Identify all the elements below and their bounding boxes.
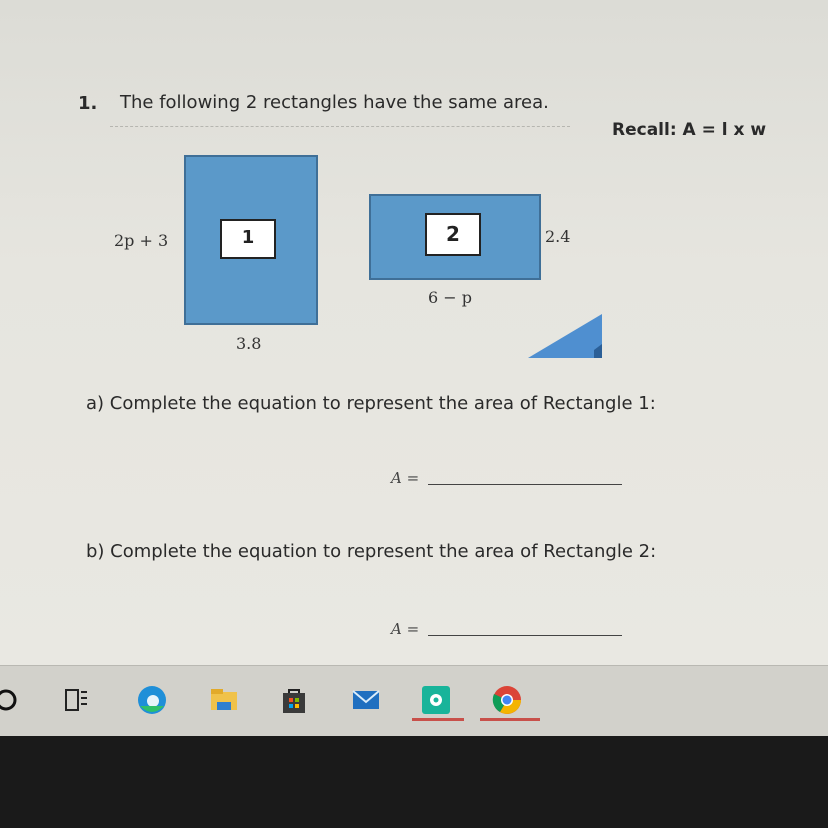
active-app-indicator	[412, 718, 464, 721]
part-b-prompt: b) Complete the equation to represent the area of Rectangle 2:	[86, 541, 657, 562]
part-a-answer-blank[interactable]	[428, 470, 622, 485]
resize-corner-icon[interactable]	[528, 314, 602, 358]
rectangle-2-side-length: 2.4	[545, 227, 571, 246]
task-view-icon[interactable]	[60, 684, 92, 716]
recall-formula: Recall: A = l x w	[612, 120, 767, 140]
part-a-answer	[391, 468, 622, 487]
question-text: The following 2 rectangles have the same area.	[120, 92, 549, 113]
rectangle-1-width: 3.8	[236, 334, 262, 353]
rectangle-1-side-length: 2p + 3	[114, 231, 169, 250]
rectangle-2-label: 2	[425, 213, 481, 256]
part-b-answer	[391, 619, 622, 638]
search-icon[interactable]	[0, 684, 24, 716]
file-explorer-icon[interactable]	[208, 684, 240, 716]
divider	[110, 126, 570, 127]
rectangle-2-width: 6 − p	[428, 288, 472, 307]
part-a-prompt: a) Complete the equation to represent the area of Rectangle 1:	[86, 393, 656, 414]
taskbar	[0, 665, 828, 736]
store-icon[interactable]	[278, 684, 310, 716]
mail-icon[interactable]	[350, 684, 382, 716]
rectangle-1-label: 1	[220, 219, 276, 259]
teams-icon[interactable]	[420, 684, 452, 716]
edge-icon[interactable]	[136, 684, 168, 716]
question-number: 1.	[78, 93, 98, 114]
part-b-answer-label: A =	[391, 620, 420, 638]
chrome-icon[interactable]	[491, 684, 523, 716]
part-b-answer-blank[interactable]	[428, 621, 622, 636]
part-a-answer-label: A =	[391, 469, 420, 487]
active-app-indicator-2	[480, 718, 540, 721]
